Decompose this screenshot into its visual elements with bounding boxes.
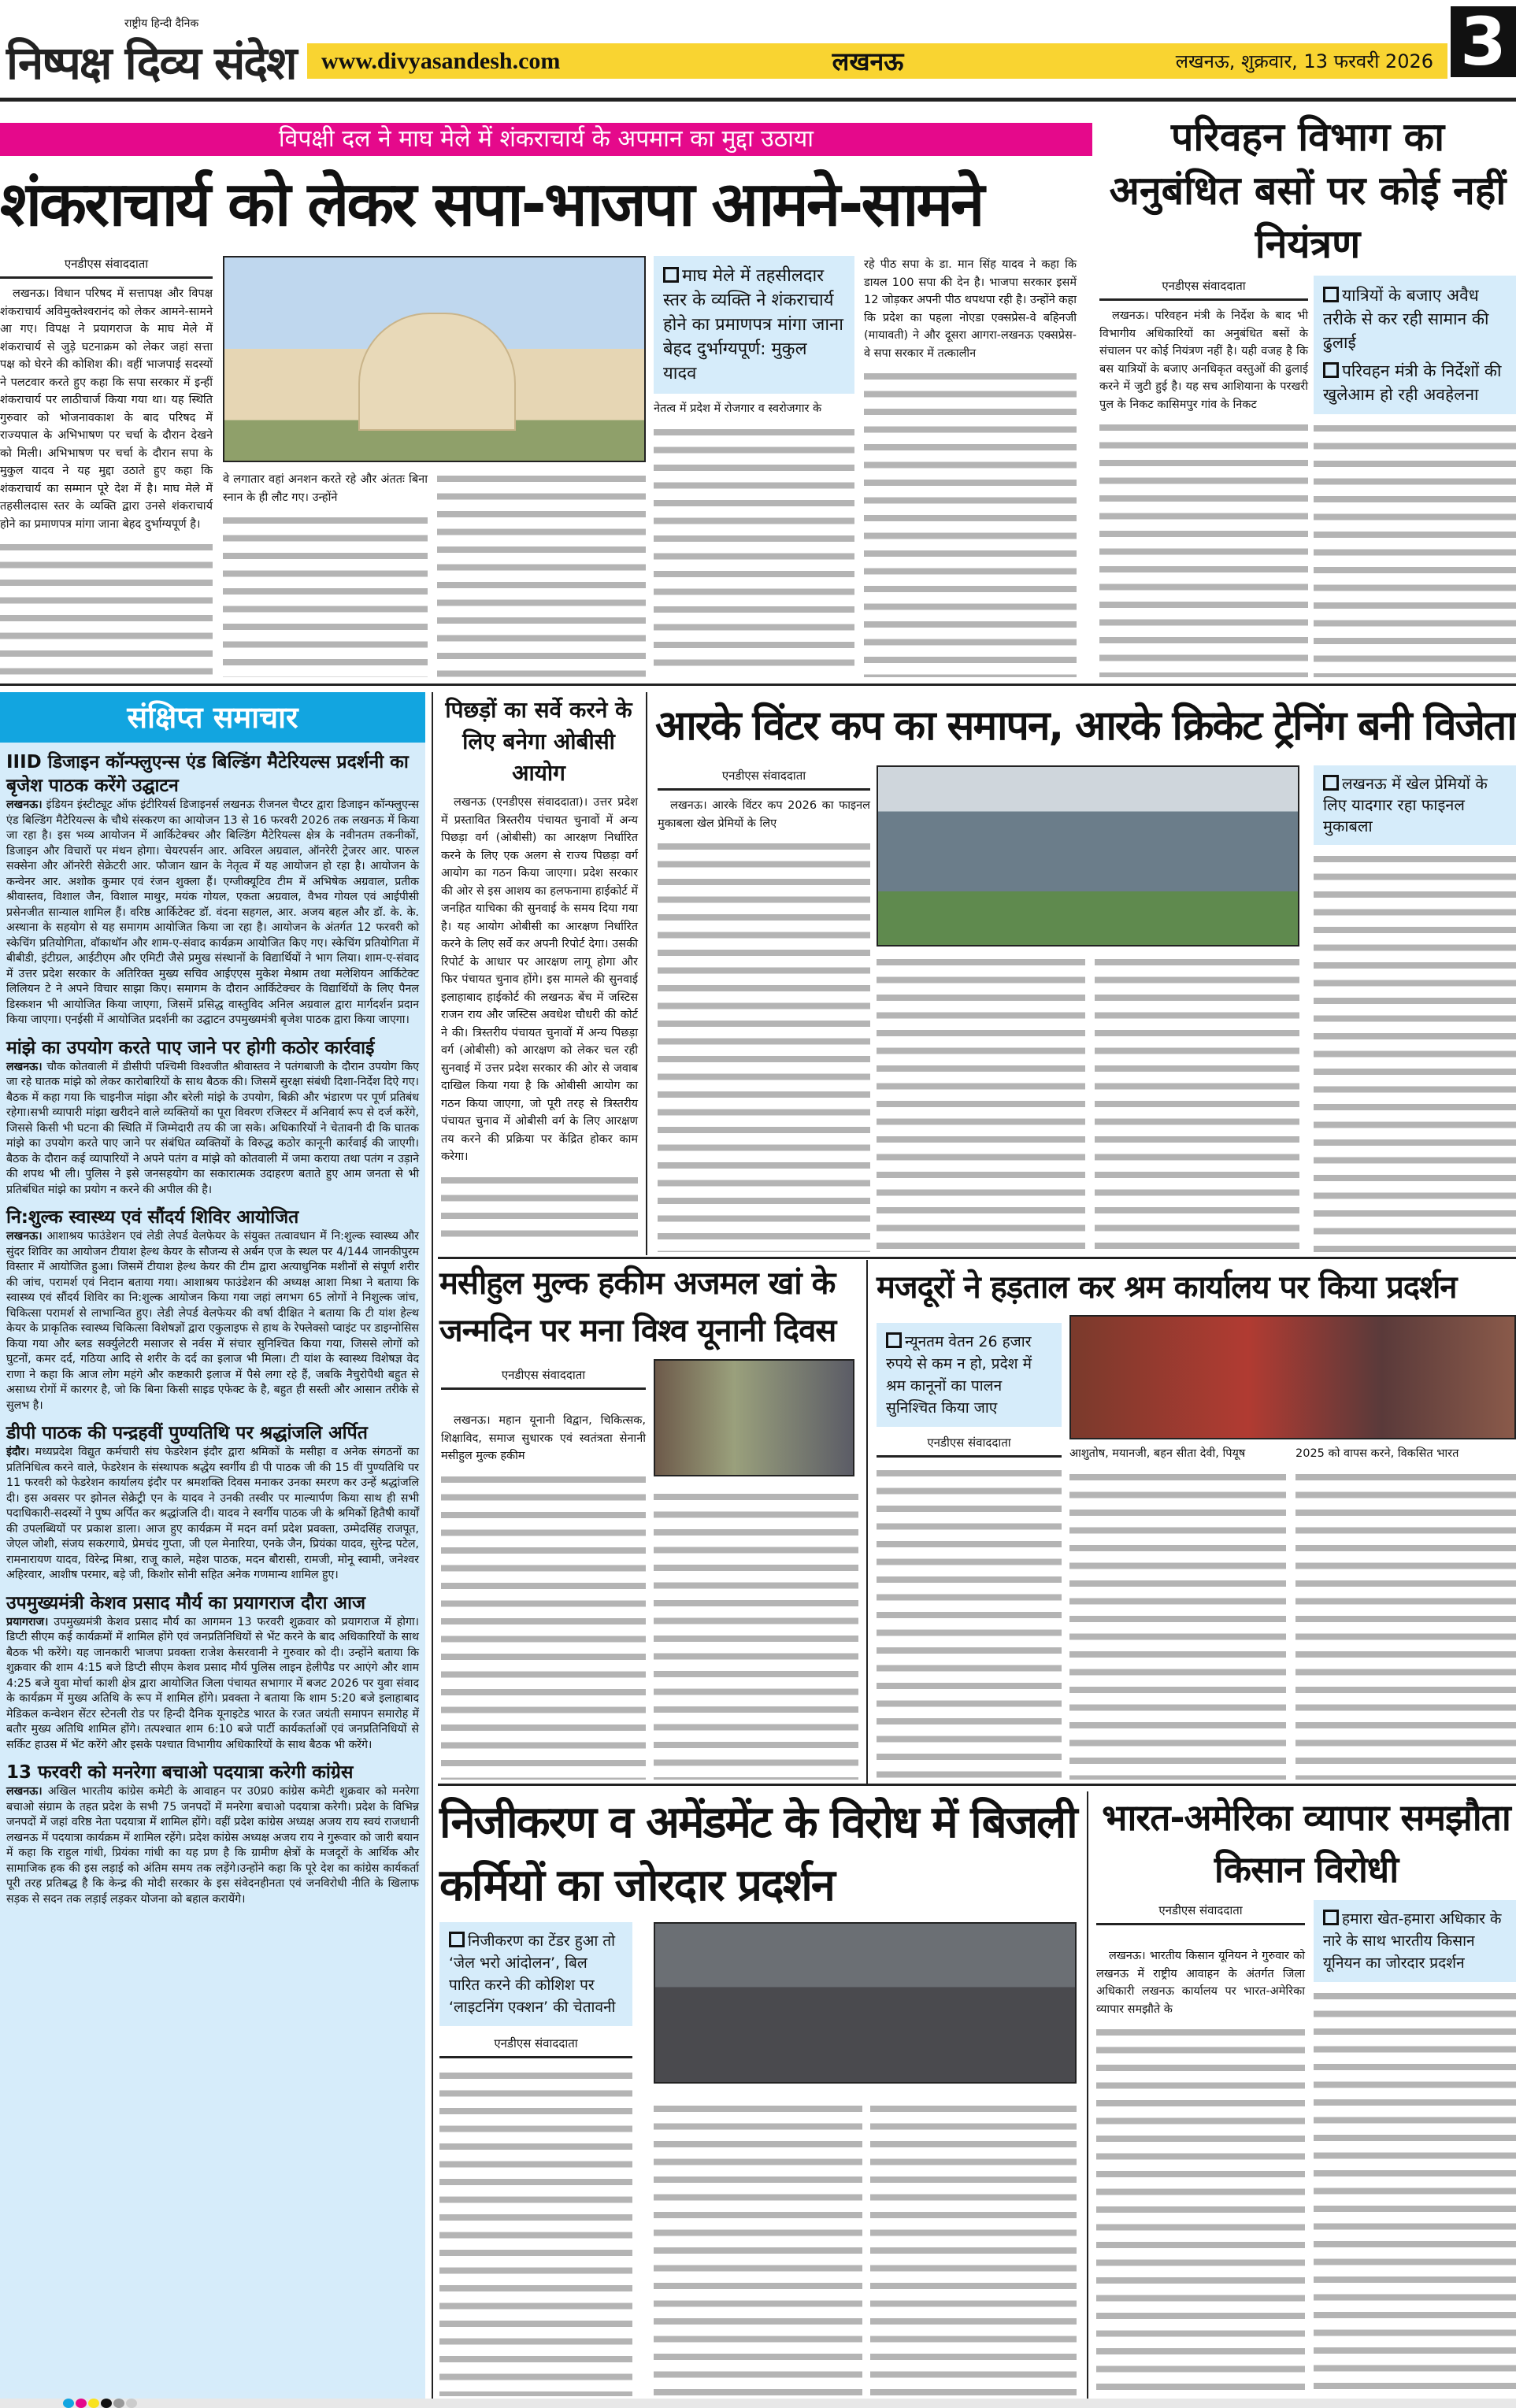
section-divider: [0, 684, 1516, 686]
unani-text: लखनऊ। महान यूनानी विद्वान, चिकित्सक, शिक्षाविद, समाज सुधारक एवं स्वतंत्रता सेनानी मसीहुल मुल्क हकीम: [441, 1414, 646, 1462]
bullet-square-icon: [1323, 775, 1339, 791]
bullet-square-icon: [1323, 362, 1339, 378]
text-column: [1069, 1469, 1286, 1780]
trade-highlight-box: हमारा खेत-हमारा अधिकार के नारे के साथ भारतीय किसान यूनियन का जोरदार प्रदर्शन: [1314, 1900, 1516, 1982]
labour-highlight-box: न्यूनतम वेतन 26 हजार रुपये से कम न हो, प्रदेश में श्रम कानूनों का पालन सुनिश्चित किया जाए: [877, 1323, 1062, 1427]
bullet-square-icon: [1323, 287, 1339, 302]
lead-text-2: वे लगातार वहां अनशन करते रहे और अंततः बिना स्नान के ही लौट गए। उन्होंने: [223, 473, 428, 504]
cricket-col-4: [1314, 765, 1516, 1252]
transport-col-2: [1314, 276, 1516, 677]
cricket-text: लखनऊ। आरके विंटर कप 2026 का फाइनल मुकाबला खेल प्रेमियों के लिए: [658, 799, 870, 830]
brief-headline: डीपी पाठक की पन्द्रहवीं पुण्यतिथि पर श्रद्धांजलि अर्पित: [6, 1423, 368, 1443]
text-column: [1099, 420, 1308, 677]
lead-col-1: [0, 256, 213, 677]
byline: एनडीएस संवाददाता: [658, 768, 870, 791]
text-column: [864, 369, 1077, 677]
light-grey-dot-icon: [126, 2399, 137, 2408]
text-column: [877, 1465, 1062, 1780]
text-column: [877, 954, 1085, 1252]
text-column: [1095, 954, 1299, 1252]
labour-col-2: [1069, 1445, 1286, 1780]
brief-headline: मांझे का उपयोग करते पाए जाने पर होगी कठोर कार्रवाई: [6, 1037, 375, 1058]
column-divider: [646, 692, 647, 1255]
unani-event-photo: [654, 1359, 854, 1476]
lead-highlight-box: माघ मेले में तहसीलदार स्तर के व्यक्ति ने शंकराचार्य होने का प्रमाणपत्र मांगा जाना बेहद दुर्भाग्यपूर्ण: मुकुल यादव: [654, 256, 854, 394]
byline: एनडीएस संवाददाता: [877, 1435, 1062, 1458]
byline: एनडीएस संवाददाता: [0, 256, 213, 279]
power-headline: निजीकरण व अमेंडमेंट के विरोध में बिजली कर्मियों का जोरदार प्रदर्शन: [439, 1797, 1077, 1911]
text-column: [1096, 2025, 1305, 2398]
yellow-dot-icon: [88, 2399, 99, 2408]
cricket-col-1: [658, 768, 870, 1252]
registration-marks: [63, 2399, 137, 2408]
page-number: 3: [1451, 6, 1516, 77]
column-divider: [432, 692, 433, 2399]
brief-text: लखनऊ। चौक कोतवाली में डीसीपी पश्चिमी विश्वजीत श्रीवास्तव ने पतंगबाजी के दौरान उपयोग किए जा रहे घातक मांझे को लेकर कारोबारियों के साथ बैठक की। जिसमें सुरक्षा संबंधी दिशा-निर्देश दिऐ गए। बैठक में कहा गया कि चाइनीज मांझा और बरेली मांझे के उपयोग, बिक्री और भंडारण पर पूर्ण प्रतिबंध रहेगा।सभी व्यापारी मांझा खरीदने वाले व्यक्तियों का पूरा विवरण रजिस्टर में अनिवार्य रूप से दर्ज करेंगे, जिससे किसी भी घटना की स्थिति में जिम्मेदारी तय की जा सके। अधिकारियों ने चेतावनी दी कि घातक मांझे का उपयोग करते पाए जाने पर संबंधित व्यक्तियों के विरुद्ध कठोर कानूनी कार्रवाई की जाएगी। बैठक के दौरान कई व्यापारियों ने अपने पतंग व मांझे को कोतवाली में जमा कराया तथा पतंग न उड़ाने की शपथ भी ली। पुलिस ने इसे जनसहयोग का सकारात्मक उदाहरण बताते हुए आम जनता से भी प्रतिबंधित मांझे का प्रयोग न करने की अपील की है।: [6, 1060, 419, 1196]
lead-text-4: रहे पीठ सपा के डा. मान सिंह यादव ने कहा कि डायल 100 सपा की देन है। भाजपा सरकार इसमें 12 जोड़कर अपनी पीठ थपथपा रही है। उन्होंने कहा कि प्रदेश का पहला नोएडा एक्सप्रेस-वे बहिनजी (मायावती) ने और दूसरा आगरा-लखनऊ एक्सप्रेस-वे सपा सरकार में तत्कालीन: [864, 258, 1077, 360]
text-column: [658, 839, 870, 1252]
text-column: [870, 2101, 1077, 2398]
text-column: [437, 471, 646, 677]
text-column: [654, 1489, 858, 1780]
power-protest-photo: [654, 1922, 1077, 2084]
section-divider: [438, 1257, 1516, 1259]
bullet-square-icon: [449, 1932, 465, 1947]
lead-kicker: विपक्षी दल ने माघ मेले में शंकराचार्य के अपमान का मुद्दा उठाया: [0, 123, 1092, 156]
lead-text-3: नेतत्व में प्रदेश में रोजगार व स्वरोजगार के: [654, 402, 822, 415]
byline: एनडीएस संवाददाता: [441, 1367, 646, 1390]
trade-text: लखनऊ। भारतीय किसान यूनियन ने गुरुवार को लखनऊ में राष्ट्रीय आवाहन के अंतर्गत जिला अधिकारी लखनऊ कार्यालय पर भारत-अमेरिका व्यापार समझौते के: [1096, 1950, 1305, 2016]
column-divider: [1087, 1791, 1088, 2399]
header-divider: [0, 98, 1516, 102]
bullet-square-icon: [663, 267, 679, 283]
obc-col: [441, 794, 638, 1248]
text-column: [441, 1472, 646, 1780]
brief-news-title: संक्षिप्त समाचार: [0, 692, 425, 743]
trade-col-2: [1314, 1900, 1516, 2398]
text-column: [654, 2101, 862, 2398]
transport-text: लखनऊ। परिवहन मंत्री के निर्देश के बाद भी विभागीय अधिकारियों का अनुबंधित बसों के संचालन पर कोई नियंत्रण नहीं है। यही वजह है कि बस यात्रियों के बजाए अनधिकृत वस्तुओं की ढुलाई करने में जुटी हुई है। यह सच आशियाना के परखरी पुल के निकट कासिमपुर गांव के निकट: [1099, 309, 1308, 411]
byline: एनडीएस संवाददाता: [439, 2036, 632, 2058]
brief-text: लखनऊ। अखिल भारतीय कांग्रेस कमेटी के आवाहन पर उ0प्र0 कांग्रेस कमेटी शुक्रवार को मनरेगा बचाओ संग्राम के तहत प्रदेश के सभी 75 जनपदों में मनरेगा बचाओ पदयात्रा करेगी। प्रदेश के विभिन्न जनपदों में जहां वरिष्ठ नेता पदयात्रा में शामिल होंगे। वहीं प्रदेश कांग्रेस अध्यक्ष अजय राय स्वयं राजधानी लखनऊ में पदयात्रा कार्यक्रम में शामिल रहेंगे। प्रदेश कांग्रेस अध्यक्ष अजय राय ने गुरूवार को जारी बयान में कहा कि राहुल गांधी, प्रियंका गांधी का यह प्रण है कि ग्रामीण क्षेत्रों के मजदूरों के आर्थिक और सामाजिक हक की इस लड़ाई को अंतिम समय तक लड़ेंगे।उन्होंने कहा कि पूरे देश का कांग्रेस कार्यकर्ता पूरी तरह प्रतिबद्ध है कि केन्द्र की मोदी सरकार के इस संवेदनहीनता एवं जनविरोधी नीति के खिलाफ सड़क से सदन तक लड़ाई लड़कर योजना को बहाल करायेंगे।: [6, 1785, 420, 1906]
labour-text-2: 2025 को वापस करने, विकसित भारत: [1295, 1447, 1459, 1460]
brief-text: लखनऊ। आशाश्रय फाउंडेशन एवं लेडी लेपर्ड वेलफेयर के संयुक्त तत्वावधान में नि:शुल्क स्वास्थ्य और सुंदर शिविर का आयोजन टीयाश हेल्थ केयर के सौजन्य से अर्बन एज के स्थल पर 4/144 जानकीपुरम विस्तार में आयोजित हुआ। जिसमें टीयाश हेल्थ केयर की टीम द्वारा अत्याधुनिक मशीनों से संपूर्ण शरीर की जांच, परामर्श एवं निदान बताया गया। आशाश्रय फाउंडेशन की अध्यक्ष आशा मिश्रा ने बताया कि स्वास्थ्य एवं सौंदर्य शिविर का नि:शुल्क आयोजन किया गया जहां लगभग 65 लोगों ने निशुल्क जांच, चिकित्सा परामर्श से लाभान्वित हुए। लेडी लेपर्ड वेलफेयर की वर्षा दीक्षित ने बताया कि टी यांश हेल्थ केयर के प्राकृतिक स्वास्थ्य चिकित्सा विशेषज्ञों द्वारा एकुलाइफ से हाथ के रेफ्लेक्सो प्वाइंट पर डाइग्नोसिस किया गया और ब्लड सर्क्युलेटरी मसाजर से नर्वस में संचार सुनिश्चित किया गया, जिससे लोगों को घुटनों, कमर दर्द, गठिया आदि से शरीर के दर्द का इलाज भी मिला। टी यांश के स्वास्थ्य विशेषज्ञ वेद राणा ने कहा कि आज लोग महंगे और कष्टकारी इलाज में पैसे लगा रहे हैं, जबकि नैचुरोपैथी बहुत से असाध्य रोगों में कारगर है, जो कि बिना किसी साइड एफेक्ट के है, बहुत ही सस्ती और आसान तरीके से सुलभ है।: [6, 1230, 419, 1412]
cricket-highlight-box: लखनऊ में खेल प्रेमियों के लिए यादगार रहा फाइनल मुकाबला: [1314, 765, 1516, 845]
unani-headline: मसीहुल मुल्क हकीम अजमल खां के जन्मदिन पर मना विश्व यूनानी दिवस: [439, 1265, 836, 1349]
power-col-1: [439, 1922, 632, 2396]
text-column: [441, 1173, 638, 1249]
lead-col-3: [654, 256, 854, 677]
lead-photo-vidhan-bhawan: [223, 256, 646, 462]
byline: एनडीएस संवाददाता: [1096, 1902, 1305, 1925]
transport-highlight-box: यात्रियों के बजाए अवैध तरीके से कर रही सामान की ढुलाई परिवहन मंत्री के निर्देशों की खुलेआम हो रही अवहेलना: [1314, 276, 1516, 414]
obc-headline: पिछड़ों का सर्वे करने के लिए बनेगा ओबीसी आयोग: [445, 697, 632, 786]
cricket-team-photo: [877, 765, 1299, 947]
cyan-dot-icon: [63, 2399, 74, 2408]
website-url[interactable]: www.divyasandesh.com: [321, 47, 561, 74]
text-column: [1314, 420, 1516, 677]
obc-text: लखनऊ (एनडीएस संवाददाता)। उत्तर प्रदेश में प्रस्तावित त्रिस्तरीय पंचायत चुनावों में अन्य पिछड़ा वर्ग (ओबीसी) का आरक्षण निर्धारित करने के लिए एक अलग से राज्य पिछड़ा वर्ग आयोग का गठन किया जाएगा। प्रदेश सरकार की ओर से इस आशय का हलफनामा हाईकोर्ट में जनहित याचिका की सुनवाई के समय दिया गया है। यह आयोग ओबीसी का आरक्षण निर्धारित करने के लिए सर्वे कर अपनी रिपोर्ट देगा। उसकी रिपोर्ट के आधार पर आरक्षण लागू होगा और फिर पंचायत चुनाव होंगे। इस मामले की सुनवाई इलाहाबाद हाईकोर्ट की लखनऊ बेंच में जस्टिस राजन राय और जस्टिस अवधेश चौधरी की कोर्ट ने की। त्रिस्तरीय पंचायत चुनावों में अन्य पिछड़ा वर्ग (ओबीसी) को आरक्षण को लेकर चल रही सुनवाई में उत्तर प्रदेश सरकार की ओर से जवाब दाखिल किया गया है कि ओबीसी आयोग का गठन किया जाएगा, जो पूरी तरह से त्रिस्तरीय पंचायत चुनाव में ओबीसी वर्ग के लिए आरक्षण तय करने की प्रक्रिया पर केंद्रित होकर काम करेगा।: [441, 796, 638, 1163]
lead-text: लखनऊ। विधान परिषद में सत्तापक्ष और विपक्ष शंकराचार्य अविमुक्तेश्वरानंद को लेकर आमने-सामने आ गए। विपक्ष ने प्रयागराज के माघ मेले में शंकराचार्य से जुड़े घटनाक्रम को लेकर जहां सत्ता पक्ष को घेरने की कोशिश की। वहीं भाजपाई सदस्यों ने पलटवार करते हुए कहा कि सपा सरकार में इन्हीं शंकराचार्य पर लाठीचार्ज किया गया था। यह स्थिति गुरुवार को भोजनावकाश के बाद परिषद में राज्यपाल के अभिभाषण पर चर्चा के दौरान देखने को मिली। अभिभाषण पर चर्चा के दौरान सपा के मुकुल यादव ने यह मुद्दा उठाते हुए कहा कि शंकराचार्य का सम्मान पूरे देश में है। माघ मेले में तहसीलदास स्तर के व्यक्ति द्वारा उनसे शंकराचार्य होने का प्रमाणपत्र मांगा जाना बेहद दुर्भाग्यपूर्ण है।: [0, 287, 213, 531]
edition-date: लखनऊ, शुक्रवार, 13 फरवरी 2026: [1175, 50, 1433, 72]
cricket-headline: आरके विंटर कप का समापन, आरके क्रिकेट ट्रेनिंग बनी विजेता: [655, 702, 1516, 750]
lead-col-2: [223, 471, 428, 677]
brief-news-column: [0, 692, 425, 2399]
brief-headline: नि:शुल्क स्वास्थ्य एवं सौंदर्य शिविर आयोजित: [6, 1207, 299, 1228]
text-column: [439, 2068, 632, 2396]
trade-headline: भारत-अमेरिका व्यापार समझौता किसान विरोधी: [1102, 1796, 1510, 1891]
section-divider: [438, 1784, 1516, 1786]
labour-protest-photo: [1069, 1315, 1516, 1439]
trade-col-1: [1096, 1902, 1305, 2398]
column-divider: [866, 1260, 868, 1784]
power-highlight-box: निजीकरण का टेंडर हुआ तो ‘जेल भरो आंदोलन’, बिल पारित करने की कोशिश पर ‘लाइटनिंग एक्शन’ की चेतावनी: [439, 1922, 632, 2026]
byline: एनडीएस संवाददाता: [1099, 278, 1308, 301]
text-column: [654, 424, 854, 678]
text-column: [1314, 851, 1516, 1252]
brief-headline: IIID डिजाइन कॉन्फ्लुएन्स एंड बिल्डिंग मैटेरियल्स प्रदर्शनी का बृजेश पाठक करेंगे उद्घाटन: [6, 752, 409, 796]
edition-city: लखनऊ: [832, 46, 904, 76]
unani-col-1: [441, 1367, 646, 1780]
bullet-square-icon: [886, 1332, 902, 1348]
labour-col-1: [877, 1323, 1062, 1780]
labour-headline: मजदूरों ने हड़ताल कर श्रम कार्यालय पर किया प्रदर्शन: [877, 1269, 1457, 1306]
brief-text: इंदौर। मध्यप्रदेश विद्युत कर्मचारी संघ फेडरेशन इंदौर द्वारा श्रमिकों के मसीहा व अनेक संगठनों का प्रतिनिधित्व करने वाले, फेडरेशन के संस्थापक श्रद्धेय स्वर्गीय डी पी पाठक जी की 15 वीं पुण्यतिथि पर 11 फरवरी को फेडरेशन कार्यालय इंदौर पर श्रमशक्ति दिवस मनाकर उनका स्मरण कर उन्हें श्रद्धांजलि दी। इस अवसर पर झोनल सेक्रेट्री एन के यादव ने उनकी तस्वीर पर माल्यार्पण किया साथ ही सभी पदाधिकारी-सदस्यों ने पुष्प अर्पित कर श्रद्धांजलि दी। यादव ने स्वर्गीय पाठक जी के श्रमिकों हितैषी कार्यों की उपलब्धियों पर प्रकाश डाला। आज हुए कार्यक्रम में मदन वर्मा प्रदेश प्रवक्ता, उम्मेदसिंह राजपूत, जेएल जोशी, संजय सकरगाये, प्रेमचंद गुप्ता, जी एल मेनारिया, एनके जैन, प्रियंका यादव, सुरेन्द्र पटेल, रामनारायण यादव, विरेन्द्र मिश्रा, राजू काले, महेश पाठक, मदन बौरासी, रामजी, मोनू स्वामी, जनेश्वर अहिरवार, आशीष परमार, बड़े जी, किशोर सोनी सहित अनेक गणमान्य शामिल हुए।: [6, 1446, 419, 1581]
brief-headline: 13 फरवरी को मनरेगा बचाओ पदयात्रा करेगी कांग्रेस: [6, 1762, 354, 1783]
labour-col-3: [1295, 1445, 1516, 1780]
black-dot-icon: [101, 2399, 112, 2408]
text-column: [0, 539, 213, 677]
text-column: [223, 513, 428, 677]
masthead-bar: [307, 43, 1447, 79]
text-column: [1295, 1469, 1516, 1780]
print-strip: [0, 2399, 1516, 2408]
brief-headline: उपमुख्यमंत्री केशव प्रसाद मौर्य का प्रयागराज दौरा आज: [6, 1592, 366, 1613]
transport-headline: परिवहन विभाग का अनुबंधित बसों पर कोई नहीं नियंत्रण: [1109, 114, 1507, 267]
text-column: [1314, 1988, 1516, 2398]
transport-col-1: [1099, 278, 1308, 677]
bullet-square-icon: [1323, 1910, 1339, 1925]
brief-text: प्रयागराज। उपमुख्यमंत्री केशव प्रसाद मौर्य का आगमन 13 फरवरी शुक्रवार को प्रयागराज में होगा। डिप्टी सीएम कई कार्यक्रमों में शामिल होंगे एवं जनप्रतिनिधियों से भेंट करने के बाद अधिकारियों के साथ बैठक भी करेंगे। यह जानकारी भाजपा प्रवक्ता राजेश केसरवानी ने गुरुवार को दी। उन्होंने बताया कि शुक्रवार की शाम 4:15 बजे डिप्टी सीएम केशव प्रसाद मौर्य पुलिस लाइन हेलीपैड पर आएंगे और शाम 4:25 बजे युवा मोर्चा काशी क्षेत्र द्वारा आयोजित जिला पंचायत सभागार में बजट 2026 पर युवा संवाद के कार्यक्रम में मुख्य अतिथि के रूप में शामिल होंगे। प्रवक्ता ने बताया कि शाम 5:20 बजे इलाहाबाद मेडिकल कन्वेशन सेंटर स्टेनली रोड पर हिन्दी दैनिक यूनाइटेड भारत के रजत जयंती समापन समारोह में बतौर मुख्य अतिथि शामिल होंगे। तत्पश्चात शाम 6:10 बजे पार्टी कार्यकर्ताओं एवं जनप्रतिनिधियों से सर्किट हाउस में भेंट करेंगे और इसके पश्चात विभागीय अधिकारियों के साथ बैठक भी करेंगे।: [6, 1615, 419, 1751]
magenta-dot-icon: [76, 2399, 87, 2408]
lead-headline: शंकराचार्य को लेकर सपा-भाजपा आमने-सामने: [0, 169, 983, 240]
lead-col-4: [864, 256, 1077, 677]
brief-text: लखनऊ। इंडियन इंस्टीट्यूट ऑफ इंटीरियर्स डिजाइनर्स लखनऊ रीजनल चैप्टर द्वारा डिजाइन कॉन्फ्लुएन्स एंड बिल्डिंग मैटेरियल्स के चौथे संस्करण का आयोजन 13 से 16 फरवरी 2026 तक लखनऊ में किया जा रहा है। इस भव्य आयोजन में आर्किटेक्चर और बिल्डिंग मैटेरियल्स क्षेत्र के नवीनतम तकनीकों, डिजाइन और विचारों पर मंथन होगा। चेयरपर्सन आर. अविरल अग्रवाल, ऑनरेरी ट्रेजरर आर. पारुल सक्सेना और ऑनरेरी सेक्रेटरी आर. फौजान खान के नेतृत्व में यह आयोजन हो रहा है। आयोजन के कन्वेनर आर. अशोक कुमार एवं रंजन शुक्ला हैं। एग्जीक्यूटिव टीम में अभिषेक अग्रवाल, प्रतीक श्रीवास्तव, विशाल जैन, विशाल माथुर, मयंक गोयल, एकता अग्रवाल, वैभव गोयल एवं आईपीसी प्रसेनजीत सान्याल शामिल हैं। वरिष्ठ आर्किटेक्ट डॉ. वंदना सहगल, आर. अजय बहल और डॉ. के. के. अस्थाना के सहयोग से यह समागम आयोजित किया जा रहा है। आयोजन के अंतर्गत 12 फरवरी को स्केचिंग प्रतियोगिता, वॉकाथॉन और शाम-ए-संवाद कार्यक्रम आयोजित किए गए। स्केचिंग प्रतियोगिता में बीबीडी, इंटीग्रल, आईटीएम और एमिटी जैसे प्रमुख संस्थानों के विद्यार्थियों ने भाग लिया। शाम-ए-संवाद में उत्तर प्रदेश सरकार के अतिरिक्त मुख्य सचिव आईएएस मुकेश मेश्राम तथा मलेशियन आर्किटेक्ट लिलियन टे ने अपने विचार साझा किए। समागम के दौरान आर्किटेक्चर के विद्यार्थियों के लिए पैनल डिस्कशन भी आयोजित किया जाएगा, जिसमें प्रसिद्ध वास्तुविद अनिल अग्रवाल द्वारा मार्गदर्शन प्रदान किया जाएगा। एनईसी में आयोजित प्रदर्शनी का उद्घाटन उपमुख्यमंत्री बृजेश पाठक द्वारा किया जाएगा।: [6, 798, 419, 1026]
grey-dot-icon: [113, 2399, 124, 2408]
labour-text: आशुतोष, मयानजी, बहन सीता देवी, पियूष: [1069, 1447, 1246, 1460]
